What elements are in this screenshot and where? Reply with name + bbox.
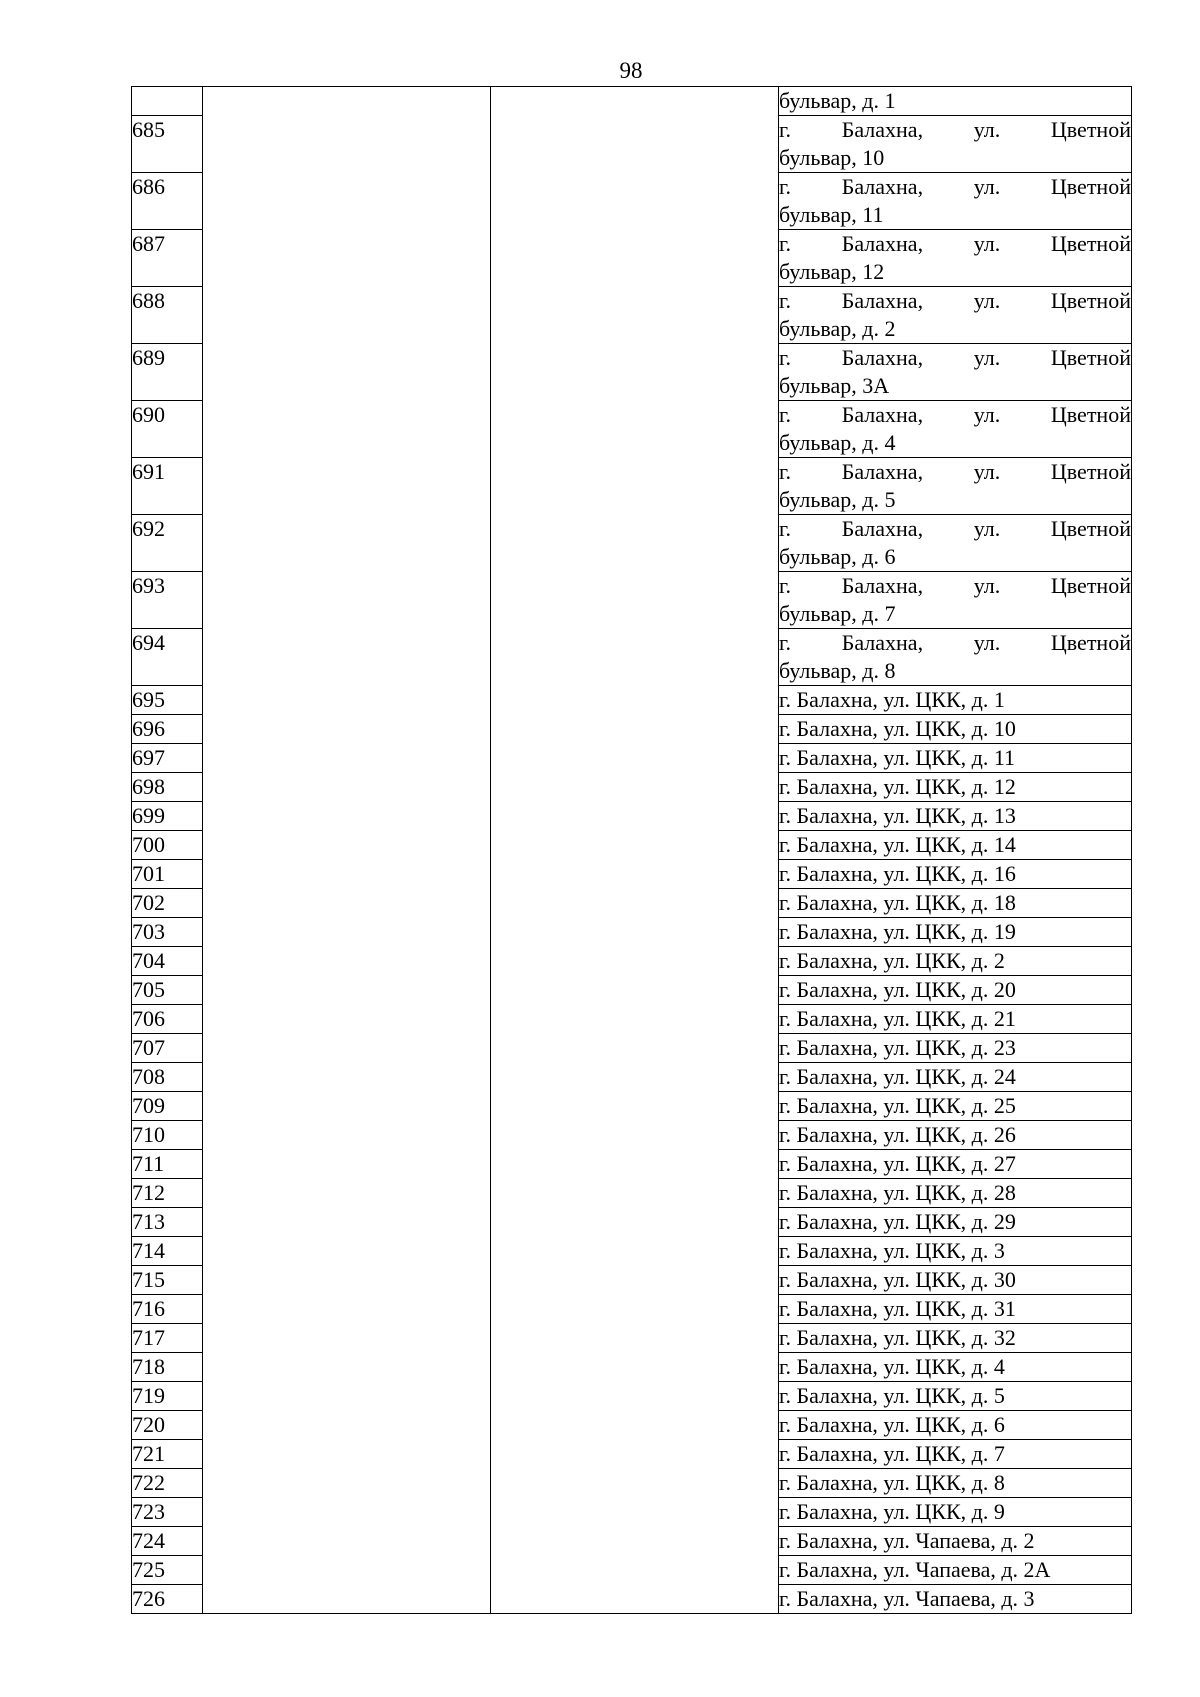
row-number: 710 <box>132 1121 203 1150</box>
address-cell: г. Балахна, ул. ЦКК, д. 7 <box>779 1440 1132 1469</box>
address-word: Цветной <box>1050 573 1131 598</box>
address-cell: г. Балахна, ул. ЦКК, д. 4 <box>779 1353 1132 1382</box>
row-number: 701 <box>132 860 203 889</box>
address-cell: г. Балахна, ул. ЦКК, д. 11 <box>779 744 1132 773</box>
address-word: Балахна, <box>841 231 924 256</box>
address-cell: г. Балахна, ул. ЦКК, д. 10 <box>779 715 1132 744</box>
address-cell: г. Балахна, ул. ЦКК, д. 21 <box>779 1005 1132 1034</box>
address-cell: г. Балахна, ул. ЦКК, д. 2 <box>779 947 1132 976</box>
address-cell: г. Балахна, ул. ЦКК, д. 27 <box>779 1150 1132 1179</box>
address-word: г. <box>779 402 792 427</box>
address-word: ул. <box>973 516 1001 541</box>
row-number: 709 <box>132 1092 203 1121</box>
address-word: г. <box>779 345 792 370</box>
row-number: 698 <box>132 773 203 802</box>
address-word: г. <box>779 117 792 142</box>
address-cell: г. Балахна, ул. ЦКК, д. 32 <box>779 1324 1132 1353</box>
address-cell: г. Балахна, ул. ЦКК, д. 25 <box>779 1092 1132 1121</box>
table-row <box>132 87 1132 116</box>
row-number: 712 <box>132 1179 203 1208</box>
row-number: 722 <box>132 1469 203 1498</box>
address-cell: г. Балахна, ул. ЦКК, д. 8 <box>779 1469 1132 1498</box>
address-word: ул. <box>973 345 1001 370</box>
address-line-1 <box>779 572 1131 600</box>
address-cell: г. Балахна, ул. ЦКК, д. 1 <box>779 686 1132 715</box>
row-number: 718 <box>132 1353 203 1382</box>
row-number: 702 <box>132 889 203 918</box>
row-number: 708 <box>132 1063 203 1092</box>
row-number: 711 <box>132 1150 203 1179</box>
row-number: 704 <box>132 947 203 976</box>
address-word: Цветной <box>1050 459 1131 484</box>
address-word: ул. <box>973 402 1001 427</box>
address-line-1 <box>779 116 1131 144</box>
address-word: г. <box>779 516 792 541</box>
address-word: Балахна, <box>841 630 924 655</box>
address-cell: г. Балахна, ул. ЦКК, д. 3 <box>779 1237 1132 1266</box>
address-word: Балахна, <box>841 573 924 598</box>
address-cell <box>779 515 1132 572</box>
row-number: 707 <box>132 1034 203 1063</box>
row-number: 692 <box>132 515 203 572</box>
address-cell: г. Балахна, ул. ЦКК, д. 19 <box>779 918 1132 947</box>
address-cell: г. Балахна, ул. ЦКК, д. 23 <box>779 1034 1132 1063</box>
row-number: 690 <box>132 401 203 458</box>
address-word: г. <box>779 288 792 313</box>
address-cell <box>779 344 1132 401</box>
address-word: г. <box>779 630 792 655</box>
row-number: 724 <box>132 1527 203 1556</box>
row-number: 716 <box>132 1295 203 1324</box>
address-word: ул. <box>973 630 1001 655</box>
address-line-1 <box>779 344 1131 372</box>
address-cell: г. Балахна, ул. ЦКК, д. 18 <box>779 889 1132 918</box>
address-cell: г. Балахна, ул. ЦКК, д. 30 <box>779 1266 1132 1295</box>
address-word: Цветной <box>1050 174 1131 199</box>
address-cell: г. Балахна, ул. Чапаева, д. 3 <box>779 1585 1132 1614</box>
address-line-2: бульвар, д. 8 <box>779 658 896 683</box>
row-number: 703 <box>132 918 203 947</box>
empty-column-3 <box>491 87 779 1614</box>
address-word: г. <box>779 573 792 598</box>
row-number: 715 <box>132 1266 203 1295</box>
address-word: г. <box>779 174 792 199</box>
address-table-body <box>132 87 1132 1614</box>
row-number: 693 <box>132 572 203 629</box>
row-number: 723 <box>132 1498 203 1527</box>
address-cell: г. Балахна, ул. ЦКК, д. 6 <box>779 1411 1132 1440</box>
address-word: Цветной <box>1050 231 1131 256</box>
address-cell: г. Балахна, ул. ЦКК, д. 9 <box>779 1498 1132 1527</box>
row-number: 700 <box>132 831 203 860</box>
address-cell: г. Балахна, ул. ЦКК, д. 12 <box>779 773 1132 802</box>
address-line-1 <box>779 458 1131 486</box>
address-cell: г. Балахна, ул. ЦКК, д. 26 <box>779 1121 1132 1150</box>
address-table <box>131 86 1132 1614</box>
address-line-2: бульвар, д. 2 <box>779 316 896 341</box>
address-cell <box>779 458 1132 515</box>
address-line-2: бульвар, д. 4 <box>779 430 896 455</box>
address-cell: г. Балахна, ул. ЦКК, д. 31 <box>779 1295 1132 1324</box>
address-word: г. <box>779 231 792 256</box>
address-cell: г. Балахна, ул. ЦКК, д. 5 <box>779 1382 1132 1411</box>
row-number: 689 <box>132 344 203 401</box>
address-word: Цветной <box>1050 516 1131 541</box>
address-word: ул. <box>973 459 1001 484</box>
address-word: Балахна, <box>841 516 924 541</box>
address-word: Цветной <box>1050 345 1131 370</box>
row-number: 705 <box>132 976 203 1005</box>
address-word: г. <box>779 459 792 484</box>
address-cell <box>779 572 1132 629</box>
address-word: Цветной <box>1050 630 1131 655</box>
row-number: 694 <box>132 629 203 686</box>
row-number: 695 <box>132 686 203 715</box>
address-cell: г. Балахна, ул. ЦКК, д. 29 <box>779 1208 1132 1237</box>
address-cell: г. Балахна, ул. Чапаева, д. 2А <box>779 1556 1132 1585</box>
address-word: Цветной <box>1050 402 1131 427</box>
address-word: Балахна, <box>841 345 924 370</box>
address-word: Балахна, <box>841 402 924 427</box>
address-cell: г. Балахна, ул. Чапаева, д. 2 <box>779 1527 1132 1556</box>
row-number: 687 <box>132 230 203 287</box>
row-number: 719 <box>132 1382 203 1411</box>
address-word: ул. <box>973 573 1001 598</box>
address-word: ул. <box>973 117 1001 142</box>
address-cell <box>779 401 1132 458</box>
row-number: 720 <box>132 1411 203 1440</box>
address-line-1 <box>779 287 1131 315</box>
address-cell: бульвар, д. 1 <box>779 87 1132 116</box>
address-cell <box>779 230 1132 287</box>
address-word: ул. <box>973 174 1001 199</box>
address-cell <box>779 629 1132 686</box>
address-cell <box>779 287 1132 344</box>
row-number: 696 <box>132 715 203 744</box>
address-line-2: бульвар, д. 7 <box>779 601 896 626</box>
address-line-2: бульвар, 10 <box>779 145 885 170</box>
row-number: 713 <box>132 1208 203 1237</box>
address-word: ул. <box>973 231 1001 256</box>
address-line-2: бульвар, 3А <box>779 373 890 398</box>
row-number: 691 <box>132 458 203 515</box>
address-cell: г. Балахна, ул. ЦКК, д. 28 <box>779 1179 1132 1208</box>
address-cell <box>779 173 1132 230</box>
address-cell: г. Балахна, ул. ЦКК, д. 14 <box>779 831 1132 860</box>
address-word: Балахна, <box>841 174 924 199</box>
address-line-1 <box>779 173 1131 201</box>
address-cell: г. Балахна, ул. ЦКК, д. 13 <box>779 802 1132 831</box>
row-number: 688 <box>132 287 203 344</box>
address-word: Цветной <box>1050 117 1131 142</box>
address-line-1 <box>779 629 1131 657</box>
row-number: 706 <box>132 1005 203 1034</box>
row-number: 686 <box>132 173 203 230</box>
row-number: 726 <box>132 1585 203 1614</box>
address-line-2: бульвар, 11 <box>779 202 884 227</box>
address-cell: г. Балахна, ул. ЦКК, д. 16 <box>779 860 1132 889</box>
row-number <box>132 87 203 116</box>
address-word: Балахна, <box>841 117 924 142</box>
row-number: 725 <box>132 1556 203 1585</box>
address-cell: г. Балахна, ул. ЦКК, д. 20 <box>779 976 1132 1005</box>
row-number: 714 <box>132 1237 203 1266</box>
address-line-1 <box>779 230 1131 258</box>
page-number: 98 <box>619 58 643 83</box>
row-number: 685 <box>132 116 203 173</box>
row-number: 697 <box>132 744 203 773</box>
address-word: Балахна, <box>841 288 924 313</box>
row-number: 699 <box>132 802 203 831</box>
address-line-2: бульвар, д. 5 <box>779 487 896 512</box>
address-line-1 <box>779 515 1131 543</box>
address-cell: г. Балахна, ул. ЦКК, д. 24 <box>779 1063 1132 1092</box>
empty-column-2 <box>203 87 491 1614</box>
address-word: Цветной <box>1050 288 1131 313</box>
address-line-2: бульвар, д. 6 <box>779 544 896 569</box>
row-number: 721 <box>132 1440 203 1469</box>
address-word: Балахна, <box>841 459 924 484</box>
address-cell <box>779 116 1132 173</box>
address-word: ул. <box>973 288 1001 313</box>
address-line-1 <box>779 401 1131 429</box>
row-number: 717 <box>132 1324 203 1353</box>
address-line-2: бульвар, 12 <box>779 259 885 284</box>
